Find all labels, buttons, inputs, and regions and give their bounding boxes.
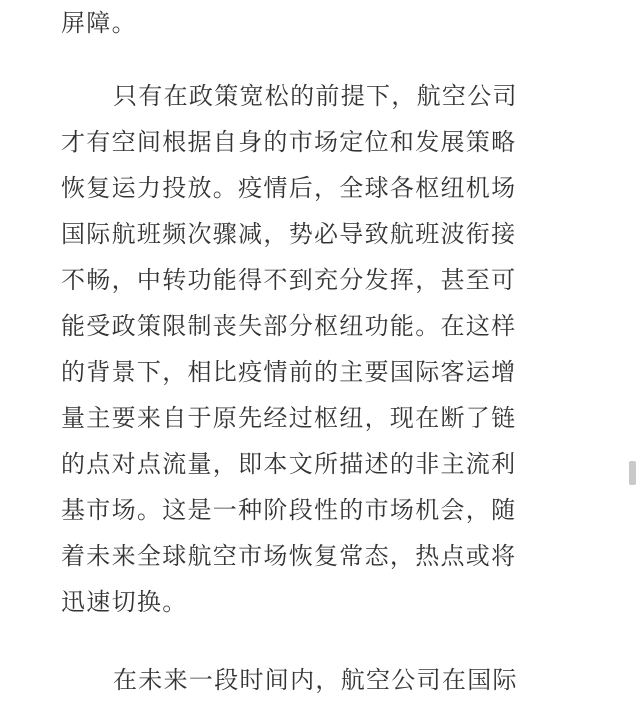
paragraph-line: 才有空间根据自身的市场定位和发展策略 <box>61 128 517 156</box>
paragraph-line: 的点对点流量，即本文所描述的非主流利 <box>61 450 517 478</box>
paragraph-line: 的背景下，相比疫情前的主要国际客运增 <box>61 358 517 386</box>
paragraph-line: 迅速切换。 <box>61 588 188 616</box>
paragraph-line: 基市场。这是一种阶段性的市场机会，随 <box>61 496 517 524</box>
paragraph-line: 屏障。 <box>61 9 137 37</box>
paragraph-line: 量主要来自于原先经过枢纽，现在断了链 <box>61 404 517 432</box>
paragraph-line: 不畅，中转功能得不到充分发挥，甚至可 <box>61 266 517 294</box>
paragraph-line: 在未来一段时间内，航空公司在国际 <box>113 666 518 694</box>
scrollbar-thumb[interactable] <box>629 461 636 485</box>
paragraph-line: 国际航班频次骤减，势必导致航班波衔接 <box>61 220 517 248</box>
paragraph-line: 着未来全球航空市场恢复常态，热点或将 <box>61 542 517 570</box>
paragraph-line: 能受政策限制丧失部分枢纽功能。在这样 <box>61 312 517 340</box>
paragraph-line: 恢复运力投放。疫情后，全球各枢纽机场 <box>61 174 517 202</box>
paragraph-line: 只有在政策宽松的前提下，航空公司 <box>113 82 518 110</box>
